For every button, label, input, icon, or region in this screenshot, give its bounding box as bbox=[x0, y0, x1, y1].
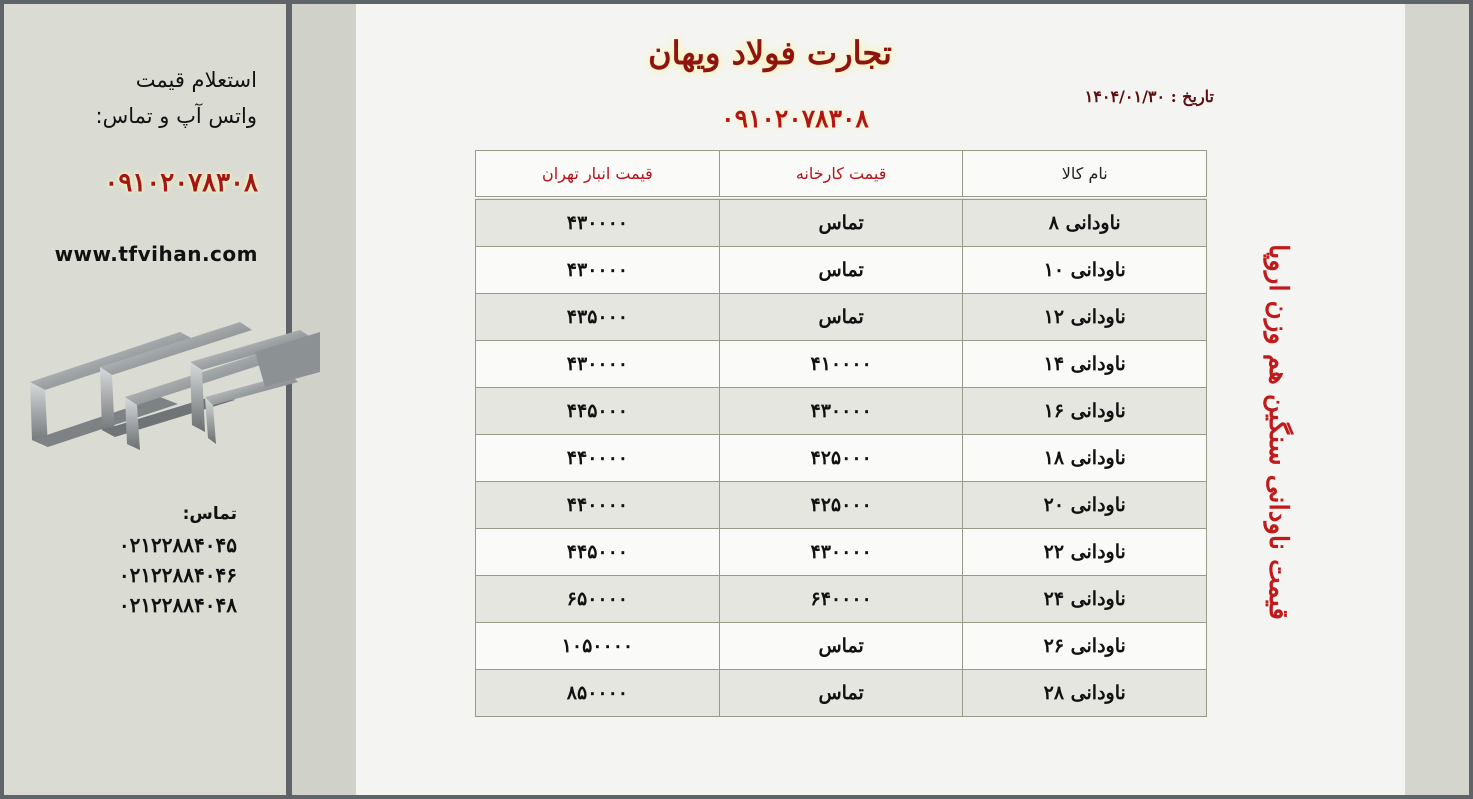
product-cell: ناودانی ۲۸ bbox=[963, 670, 1207, 717]
table-row bbox=[476, 198, 1207, 247]
vertical-title-box bbox=[1258, 244, 1298, 620]
sidebar-phone[interactable]: ۰۹۱۰۲۰۷۸۳۰۸ bbox=[104, 168, 258, 198]
page-title: تجارت فولاد ویهان bbox=[648, 34, 892, 72]
column-header-factory-price: قیمت کارخانه bbox=[719, 151, 963, 199]
table-row bbox=[476, 529, 1207, 576]
product-cell: ناودانی ۲۶ bbox=[963, 623, 1207, 670]
table-row bbox=[476, 341, 1207, 388]
steel-channel-icon bbox=[20, 312, 320, 462]
tehran-price-cell: ۶۵۰۰۰۰ bbox=[476, 576, 720, 623]
factory-price-cell: تماس bbox=[719, 670, 963, 717]
table-row bbox=[476, 623, 1207, 670]
right-gutter bbox=[1405, 4, 1469, 795]
tehran-price-cell: ۴۳۰۰۰۰ bbox=[476, 341, 720, 388]
header-phone[interactable]: ۰۹۱۰۲۰۷۸۳۰۸ bbox=[721, 104, 869, 133]
factory-price-cell: ۴۲۵۰۰۰ bbox=[719, 435, 963, 482]
factory-price-cell: ۴۳۰۰۰۰ bbox=[719, 529, 963, 576]
column-header-product: نام کالا bbox=[963, 151, 1207, 199]
factory-price-cell: ۴۲۵۰۰۰ bbox=[719, 482, 963, 529]
whatsapp-label: واتس آپ و تماس: bbox=[95, 104, 257, 128]
factory-price-cell: ۴۳۰۰۰۰ bbox=[719, 388, 963, 435]
product-cell: ناودانی ۱۸ bbox=[963, 435, 1207, 482]
tehran-price-cell: ۴۳۰۰۰۰ bbox=[476, 247, 720, 294]
contact-number[interactable]: ۰۲۱۲۲۸۸۴۰۴۵ bbox=[118, 533, 237, 557]
product-cell: ناودانی ۱۶ bbox=[963, 388, 1207, 435]
factory-price-cell: تماس bbox=[719, 198, 963, 247]
price-table bbox=[475, 150, 1207, 717]
tehran-price-cell: ۴۴۰۰۰۰ bbox=[476, 435, 720, 482]
table-row bbox=[476, 482, 1207, 529]
date-line bbox=[1000, 87, 1214, 106]
factory-price-cell: ۴۱۰۰۰۰ bbox=[719, 341, 963, 388]
table-row bbox=[476, 670, 1207, 717]
table-row bbox=[476, 576, 1207, 623]
contact-number[interactable]: ۰۲۱۲۲۸۸۴۰۴۶ bbox=[118, 563, 237, 587]
table-row bbox=[476, 388, 1207, 435]
column-header-tehran-price: قیمت انبار تهران bbox=[476, 151, 720, 199]
tehran-price-cell: ۱۰۵۰۰۰۰ bbox=[476, 623, 720, 670]
product-cell: ناودانی ۲۲ bbox=[963, 529, 1207, 576]
tehran-price-cell: ۴۴۰۰۰۰ bbox=[476, 482, 720, 529]
date-value: ۱۴۰۴/۰۱/۳۰ bbox=[1084, 87, 1166, 106]
product-cell: ناودانی ۲۴ bbox=[963, 576, 1207, 623]
tehran-price-cell: ۸۵۰۰۰۰ bbox=[476, 670, 720, 717]
tehran-price-cell: ۴۴۵۰۰۰ bbox=[476, 529, 720, 576]
tehran-price-cell: ۴۴۵۰۰۰ bbox=[476, 388, 720, 435]
factory-price-cell: ۶۴۰۰۰۰ bbox=[719, 576, 963, 623]
product-cell: ناودانی ۸ bbox=[963, 198, 1207, 247]
contact-number[interactable]: ۰۲۱۲۲۸۸۴۰۴۸ bbox=[118, 593, 237, 617]
product-cell: ناودانی ۱۴ bbox=[963, 341, 1207, 388]
vertical-title: قیمت ناودانی سنگین هم وزن اروپا bbox=[1263, 244, 1293, 620]
tehran-price-cell: ۴۳۵۰۰۰ bbox=[476, 294, 720, 341]
table-row bbox=[476, 247, 1207, 294]
factory-price-cell: تماس bbox=[719, 294, 963, 341]
table-header-row bbox=[476, 151, 1207, 199]
factory-price-cell: تماس bbox=[719, 247, 963, 294]
product-cell: ناودانی ۱۲ bbox=[963, 294, 1207, 341]
date-label: تاریخ : bbox=[1170, 87, 1214, 106]
table-row bbox=[476, 294, 1207, 341]
contact-label: تماس: bbox=[182, 504, 237, 524]
product-cell: ناودانی ۱۰ bbox=[963, 247, 1207, 294]
factory-price-cell: تماس bbox=[719, 623, 963, 670]
product-cell: ناودانی ۲۰ bbox=[963, 482, 1207, 529]
inquiry-label: استعلام قیمت bbox=[135, 68, 257, 92]
table-row bbox=[476, 435, 1207, 482]
tehran-price-cell: ۴۳۰۰۰۰ bbox=[476, 198, 720, 247]
website-link[interactable]: www.tfvihan.com bbox=[54, 242, 258, 266]
